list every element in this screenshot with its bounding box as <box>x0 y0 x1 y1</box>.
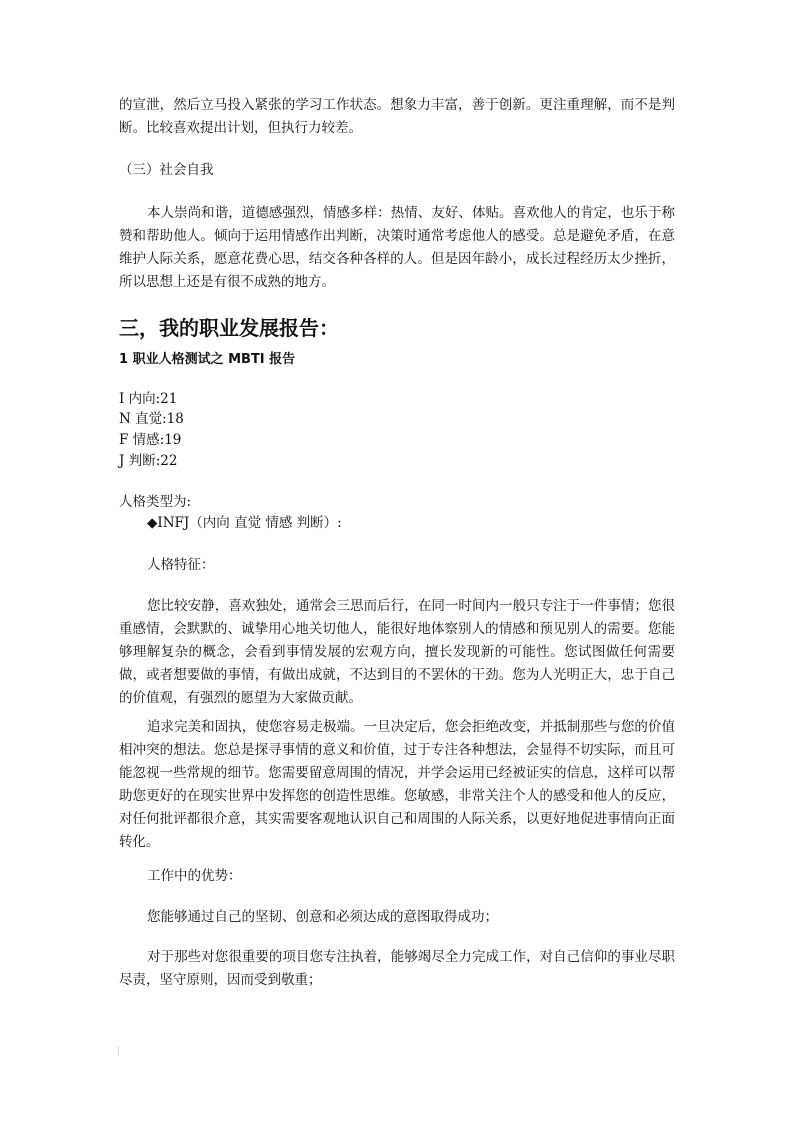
traits-label: 人格特征： <box>147 557 215 573</box>
score-intuition: N 直觉:18 <box>119 411 184 427</box>
score-introversion: I 内向:21 <box>119 391 178 407</box>
strength-item-2: 对于那些对您很重要的项目您专注执着，能够竭尽全力完成工作，对自己信仰的事业尽职尽责，坚守原则，因而受到敬重； <box>119 949 675 988</box>
section-subtitle: 1 职业人格测试之 MBTI 报告 <box>119 352 296 367</box>
margin-mark <box>118 1046 119 1056</box>
section-title: 三，我的职业发展报告： <box>119 316 339 340</box>
score-feeling: F 情感:19 <box>119 432 182 448</box>
score-judging: J 判断:22 <box>119 453 178 469</box>
social-self-heading: （三）社会自我 <box>119 162 214 178</box>
strength-item-1: 您能够通过自己的坚韧、创意和必须达成的意图取得成功； <box>147 909 498 925</box>
traits-paragraph-2: 追求完美和固执，使您容易走极端。一旦决定后，您会拒绝改变，并抵制那些与您的价值相冲突的想法。您总是探寻事情的意义和价值，过于专注各种想法，会显得不切实际，而且可能忽视一些常规的细节。您需要留意周围的情况，并学会运用已经被证实的信息，这样可以帮助您更好的在现实世界中发挥您的创造性思维。您敏感，非常关注个人的感受和他人的反应，对任何批评都很介意，其实需要客观地认识自己和周围的人际关系，以更好地促进事情向正面转化。 <box>119 719 675 850</box>
personality-type-label: 人格类型为: <box>119 494 192 510</box>
intro-paragraph: 的宣泄，然后立马投入紧张的学习工作状态。想象力丰富，善于创新。更注重理解，而不是判断。比较喜欢提出计划，但执行力较差。 <box>119 97 675 136</box>
personality-type-value: ◆INFJ（内向 直觉 情感 判断）: <box>147 515 342 531</box>
traits-paragraph-1: 您比较安静，喜欢独处，通常会三思而后行，在同一时间内一般只专注于一件事情；您很重感情，会默默的、诚挚用心地关切他人，能很好地体察别人的情感和预见别人的需要。您能够理解复杂的概念，会看到事情发展的宏观方向，擅长发现新的可能性。您试图做任何需要做，或者想要做的事情，有做出成就，不达到目的不罢休的干劲。您为人光明正大，忠于自己的价值观，有强烈的愿望为大家做贡献。 <box>119 598 675 706</box>
strengths-label: 工作中的优势： <box>147 868 242 884</box>
social-self-paragraph: 本人崇尚和谐，道德感强烈，情感多样：热情、友好、体贴。喜欢他人的肯定，也乐于称赞和帮助他人。倾向于运用情感作出判断，决策时通常考虑他人的感受。总是避免矛盾，在意维护人际关系，愿意花费心思，结交各种各样的人。但是因年龄小，成长过程经历太少挫折，所以思想上还是有很不成熟的地方。 <box>119 205 675 290</box>
